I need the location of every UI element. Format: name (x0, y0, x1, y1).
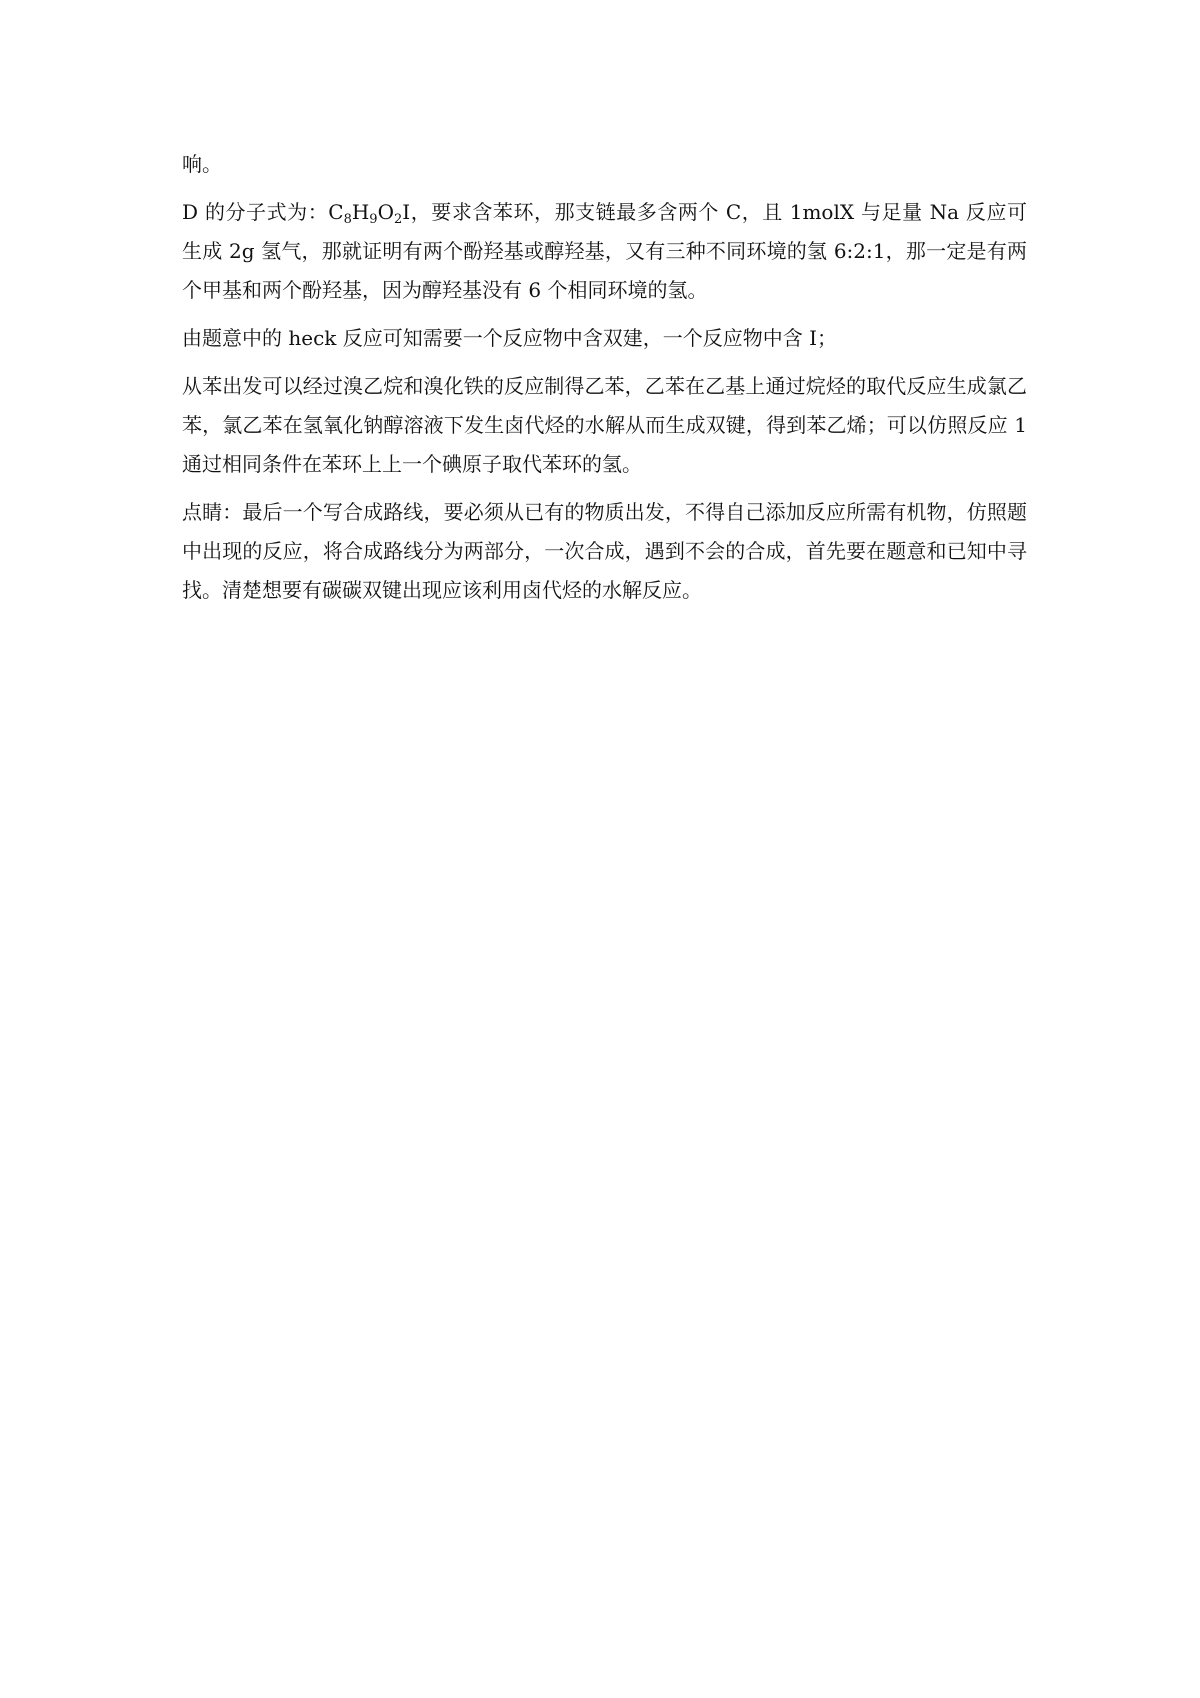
document-page (182, 145, 1027, 610)
formula-oxygen: O (377, 200, 394, 224)
formula-prefix: D 的分子式为：C (182, 200, 344, 224)
subscript-hydrogen-count: 9 (369, 212, 378, 227)
paragraph-3: 由题意中的 heck 反应可知需要一个反应物中含双建，一个反应物中含 I； (182, 326, 838, 350)
formula-hydrogen: H (351, 200, 370, 224)
paragraph-2 (182, 193, 1027, 310)
paragraph-1: 响。 (182, 152, 222, 176)
subscript-oxygen-count: 2 (393, 212, 403, 227)
paragraph-5: 点睛：最后一个写合成路线，要必须从已有的物质出发，不得自己添加反应所需有机物，仿照题中出现的反应，将合成路线分为两部分，一次合成，遇到不会的合成，首先要在题意和已知中寻找。清楚想要有碳碳双键出现应该利用卤代烃的水解反应。 (182, 500, 1027, 602)
subscript-carbon-count: 8 (343, 212, 352, 227)
paragraph-4: 从苯出发可以经过溴乙烷和溴化铁的反应制得乙苯，乙苯在乙基上通过烷烃的取代反应生成氯乙苯，氯乙苯在氢氧化钠醇溶液下发生卤代烃的水解从而生成双键，得到苯乙烯；可以仿照反应 1 通过相同条件在苯环上上一个碘原子取代苯环的氢。 (182, 374, 1027, 476)
paragraph-2-text: I，要求含苯环，那支链最多含两个 C，且 1molX 与足量 Na 反应可生成 2g 氢气，那就证明有两个酚羟基或醇羟基，又有三种不同环境的氢 6:2:1，那一定是有两个甲基和两个酚羟基，因为醇羟基没有 6 个相同环境的氢。 (182, 200, 1028, 302)
